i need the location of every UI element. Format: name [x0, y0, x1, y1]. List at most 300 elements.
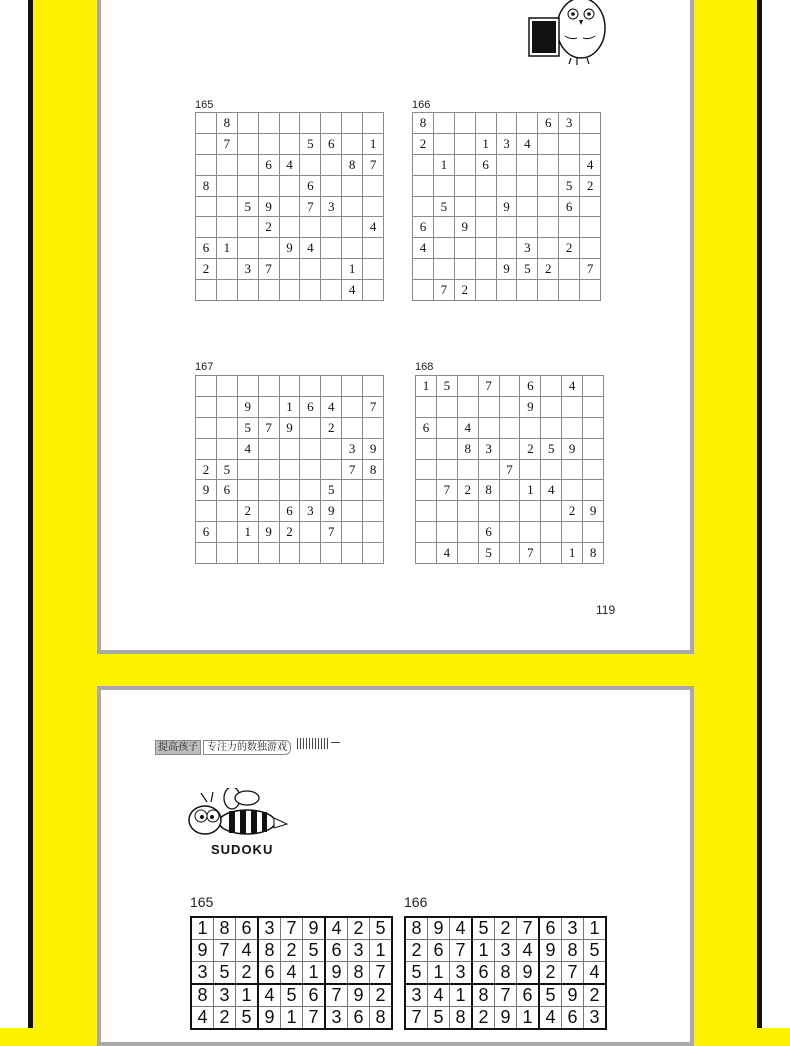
grid-row [413, 175, 601, 196]
grid-cell: 2 [370, 984, 393, 1007]
grid-cell: 6 [216, 480, 237, 501]
grid-cell [496, 154, 517, 175]
grid-cell [342, 196, 363, 217]
grid-cell [541, 376, 562, 397]
grid-cell: 2 [538, 259, 559, 280]
grid-cell: 7 [216, 133, 237, 154]
grid-cell: 9 [321, 501, 342, 522]
grid-cell [538, 154, 559, 175]
puzzle-label-167: 167 [195, 361, 214, 373]
grid-cell: 4 [321, 396, 342, 417]
grid-cell [583, 396, 604, 417]
grid-cell [416, 501, 437, 522]
grid-cell: 1 [475, 133, 496, 154]
grid-row [196, 259, 384, 280]
grid-cell [300, 543, 321, 564]
grid-cell [478, 459, 499, 480]
grid-cell [416, 438, 437, 459]
grid-cell: 9 [303, 917, 326, 940]
grid-cell [321, 438, 342, 459]
grid-cell: 1 [363, 133, 384, 154]
grid-cell [583, 438, 604, 459]
grid-row [196, 543, 384, 564]
puzzle-label-166: 166 [412, 99, 431, 111]
grid-cell: 6 [279, 501, 300, 522]
grid-cell: 7 [214, 940, 236, 962]
puzzle-grid-165 [195, 112, 384, 301]
grid-cell [216, 217, 237, 238]
grid-cell [237, 280, 258, 301]
grid-row [416, 438, 604, 459]
grid-cell: 2 [348, 917, 370, 940]
grid-cell [433, 133, 454, 154]
grid-cell [436, 459, 457, 480]
grid-cell: 9 [363, 438, 384, 459]
grid-cell [413, 175, 434, 196]
grid-row [196, 480, 384, 501]
grid-cell [342, 501, 363, 522]
puzzle-label-165: 165 [195, 99, 214, 111]
grid-cell [416, 543, 437, 564]
grid-cell [342, 480, 363, 501]
grid-cell: 2 [405, 940, 428, 962]
grid-cell [436, 417, 457, 438]
grid-cell [538, 196, 559, 217]
grid-cell [196, 438, 217, 459]
grid-cell: 9 [520, 396, 541, 417]
solution-grid-165 [190, 916, 393, 1030]
grid-cell [363, 175, 384, 196]
grid-cell [216, 259, 237, 280]
grid-cell [300, 417, 321, 438]
grid-cell [279, 543, 300, 564]
grid-cell [454, 154, 475, 175]
grid-cell [237, 154, 258, 175]
grid-cell [279, 113, 300, 134]
grid-cell [517, 217, 538, 238]
grid-row [196, 459, 384, 480]
grid-cell [520, 522, 541, 543]
grid-cell: 6 [562, 1007, 584, 1030]
book-header-tag [155, 738, 291, 753]
grid-cell: 5 [214, 962, 236, 985]
grid-cell [321, 175, 342, 196]
grid-cell: 5 [405, 962, 428, 985]
grid-cell [342, 175, 363, 196]
grid-cell: 8 [363, 459, 384, 480]
grid-cell: 4 [191, 1007, 214, 1030]
grid-cell [258, 175, 279, 196]
grid-cell: 1 [281, 1007, 303, 1030]
grid-cell: 7 [363, 154, 384, 175]
grid-cell [196, 376, 217, 397]
header-pattern-icon [297, 738, 341, 750]
grid-row [196, 417, 384, 438]
grid-cell: 7 [495, 984, 517, 1007]
grid-row [196, 238, 384, 259]
grid-cell: 4 [539, 1007, 562, 1030]
grid-cell [363, 543, 384, 564]
grid-cell [279, 196, 300, 217]
grid-cell [499, 522, 520, 543]
grid-cell: 3 [237, 259, 258, 280]
page-number: 119 [596, 603, 616, 617]
grid-cell [499, 480, 520, 501]
grid-cell: 1 [450, 984, 473, 1007]
grid-cell [541, 417, 562, 438]
grid-cell [279, 175, 300, 196]
grid-cell: 5 [478, 543, 499, 564]
grid-cell: 2 [562, 501, 583, 522]
grid-cell [321, 543, 342, 564]
grid-cell: 2 [495, 917, 517, 940]
grid-cell: 4 [584, 962, 607, 985]
grid-cell [258, 480, 279, 501]
grid-cell [363, 417, 384, 438]
grid-row [416, 376, 604, 397]
grid-cell [433, 113, 454, 134]
grid-cell [562, 459, 583, 480]
grid-cell [478, 396, 499, 417]
grid-cell: 8 [472, 984, 495, 1007]
grid-cell: 8 [214, 917, 236, 940]
grid-cell [433, 238, 454, 259]
grid-cell [342, 543, 363, 564]
grid-cell: 5 [517, 259, 538, 280]
grid-cell [216, 396, 237, 417]
grid-cell [457, 376, 478, 397]
grid-cell: 9 [583, 501, 604, 522]
grid-cell [363, 196, 384, 217]
grid-cell: 1 [562, 543, 583, 564]
grid-cell [279, 217, 300, 238]
grid-cell: 1 [342, 259, 363, 280]
grid-cell [342, 522, 363, 543]
grid-cell [216, 522, 237, 543]
grid-cell [258, 396, 279, 417]
grid-row [196, 376, 384, 397]
grid-cell: 5 [303, 940, 326, 962]
grid-cell: 2 [236, 962, 259, 985]
grid-cell [300, 280, 321, 301]
grid-cell [413, 259, 434, 280]
grid-row [405, 962, 606, 985]
grid-cell: 1 [517, 1007, 540, 1030]
grid-cell: 7 [517, 917, 540, 940]
grid-cell: 4 [237, 438, 258, 459]
grid-row [416, 543, 604, 564]
grid-row [413, 113, 601, 134]
grid-cell [321, 376, 342, 397]
grid-cell [342, 113, 363, 134]
grid-cell [300, 259, 321, 280]
grid-row [196, 438, 384, 459]
grid-cell [321, 217, 342, 238]
owl-illustration [521, 0, 611, 70]
grid-cell [580, 280, 601, 301]
grid-row [405, 984, 606, 1007]
grid-row [196, 396, 384, 417]
grid-cell: 2 [539, 962, 562, 985]
grid-cell: 1 [472, 940, 495, 962]
grid-cell [321, 459, 342, 480]
grid-cell: 1 [279, 396, 300, 417]
grid-cell: 3 [258, 917, 281, 940]
grid-cell: 2 [321, 417, 342, 438]
grid-cell: 4 [428, 984, 450, 1007]
grid-cell: 7 [433, 280, 454, 301]
grid-cell [216, 280, 237, 301]
grid-cell [559, 154, 580, 175]
grid-cell: 6 [196, 522, 217, 543]
grid-cell [496, 113, 517, 134]
grid-cell [475, 175, 496, 196]
grid-cell [499, 543, 520, 564]
grid-cell: 2 [279, 522, 300, 543]
grid-cell: 6 [475, 154, 496, 175]
grid-cell: 7 [300, 196, 321, 217]
grid-cell [583, 480, 604, 501]
grid-row [191, 984, 392, 1007]
grid-cell [457, 522, 478, 543]
grid-row [416, 480, 604, 501]
grid-cell: 9 [562, 984, 584, 1007]
grid-row [196, 175, 384, 196]
grid-cell [279, 280, 300, 301]
grid-cell: 3 [214, 984, 236, 1007]
grid-cell [580, 133, 601, 154]
grid-cell [478, 501, 499, 522]
grid-cell: 6 [517, 984, 540, 1007]
grid-cell [583, 376, 604, 397]
grid-cell: 2 [580, 175, 601, 196]
grid-cell [258, 113, 279, 134]
grid-cell [300, 154, 321, 175]
grid-cell: 6 [258, 962, 281, 985]
grid-cell: 5 [216, 459, 237, 480]
grid-cell: 3 [348, 940, 370, 962]
grid-cell [196, 154, 217, 175]
grid-cell: 8 [478, 480, 499, 501]
grid-cell [300, 438, 321, 459]
grid-cell [538, 175, 559, 196]
grid-cell: 6 [258, 154, 279, 175]
grid-cell [499, 376, 520, 397]
grid-cell [237, 459, 258, 480]
grid-row [413, 280, 601, 301]
grid-cell [454, 175, 475, 196]
grid-cell: 2 [413, 133, 434, 154]
grid-cell [436, 438, 457, 459]
grid-cell [237, 217, 258, 238]
grid-cell [580, 196, 601, 217]
grid-cell: 9 [496, 196, 517, 217]
grid-cell [196, 113, 217, 134]
grid-cell: 3 [562, 917, 584, 940]
grid-cell: 2 [237, 501, 258, 522]
grid-cell: 9 [258, 196, 279, 217]
grid-cell: 9 [496, 259, 517, 280]
grid-cell: 7 [321, 522, 342, 543]
grid-cell: 8 [370, 1007, 393, 1030]
grid-cell [559, 280, 580, 301]
grid-cell [258, 376, 279, 397]
grid-cell: 4 [517, 133, 538, 154]
grid-cell: 4 [279, 154, 300, 175]
grid-cell: 5 [428, 1007, 450, 1030]
grid-cell [216, 501, 237, 522]
grid-cell [475, 217, 496, 238]
grid-cell [416, 459, 437, 480]
grid-cell: 5 [300, 133, 321, 154]
grid-cell [499, 438, 520, 459]
grid-cell [279, 376, 300, 397]
grid-row [196, 280, 384, 301]
grid-cell: 1 [237, 522, 258, 543]
grid-cell: 7 [258, 417, 279, 438]
grid-cell: 4 [562, 376, 583, 397]
grid-cell [454, 196, 475, 217]
grid-row [405, 940, 606, 962]
grid-cell: 7 [363, 396, 384, 417]
grid-cell [237, 480, 258, 501]
grid-cell: 5 [559, 175, 580, 196]
grid-cell [457, 459, 478, 480]
grid-cell: 7 [436, 480, 457, 501]
grid-cell: 5 [237, 417, 258, 438]
grid-cell: 5 [281, 984, 303, 1007]
grid-cell: 6 [472, 962, 495, 985]
grid-cell [196, 196, 217, 217]
grid-cell [416, 522, 437, 543]
grid-cell [436, 396, 457, 417]
grid-cell: 5 [433, 196, 454, 217]
grid-cell [541, 522, 562, 543]
grid-cell [454, 238, 475, 259]
grid-row [191, 940, 392, 962]
sudoku-logo-text: SUDOKU [211, 842, 274, 857]
grid-cell: 7 [258, 259, 279, 280]
grid-cell [196, 396, 217, 417]
grid-cell [363, 280, 384, 301]
grid-cell [342, 238, 363, 259]
grid-cell [258, 501, 279, 522]
grid-row [196, 154, 384, 175]
grid-cell [321, 113, 342, 134]
grid-cell [321, 238, 342, 259]
grid-cell [237, 175, 258, 196]
grid-row [405, 1007, 606, 1030]
grid-cell [496, 280, 517, 301]
grid-cell: 5 [541, 438, 562, 459]
grid-cell: 4 [413, 238, 434, 259]
grid-cell: 9 [495, 1007, 517, 1030]
grid-cell: 8 [191, 984, 214, 1007]
grid-cell [457, 543, 478, 564]
grid-cell [196, 501, 217, 522]
grid-cell [216, 417, 237, 438]
grid-cell: 5 [370, 917, 393, 940]
grid-cell [454, 113, 475, 134]
grid-cell: 9 [196, 480, 217, 501]
grid-cell: 6 [538, 113, 559, 134]
grid-cell: 2 [584, 984, 607, 1007]
grid-cell [499, 417, 520, 438]
grid-cell [300, 480, 321, 501]
grid-row [196, 522, 384, 543]
left-white-stripe [0, 0, 28, 1028]
grid-cell: 6 [303, 984, 326, 1007]
grid-row [405, 917, 606, 940]
grid-cell: 8 [196, 175, 217, 196]
grid-cell [363, 259, 384, 280]
grid-cell [279, 438, 300, 459]
grid-cell: 3 [450, 962, 473, 985]
grid-cell: 5 [436, 376, 457, 397]
answers-page [97, 686, 694, 1046]
grid-cell: 4 [517, 940, 540, 962]
grid-cell: 1 [191, 917, 214, 940]
grid-cell [196, 217, 217, 238]
grid-cell: 7 [450, 940, 473, 962]
left-black-stripe [28, 0, 33, 1028]
grid-cell: 2 [457, 480, 478, 501]
grid-cell [436, 501, 457, 522]
grid-cell [216, 438, 237, 459]
grid-row [196, 133, 384, 154]
grid-cell [475, 113, 496, 134]
grid-cell [454, 133, 475, 154]
grid-cell [433, 175, 454, 196]
grid-cell [583, 522, 604, 543]
grid-cell [416, 480, 437, 501]
grid-cell [342, 376, 363, 397]
grid-cell [562, 417, 583, 438]
grid-cell: 4 [450, 917, 473, 940]
puzzle-grid-166 [412, 112, 601, 301]
grid-cell: 5 [472, 917, 495, 940]
grid-cell [520, 417, 541, 438]
grid-cell [279, 480, 300, 501]
grid-cell [216, 196, 237, 217]
grid-cell: 6 [300, 175, 321, 196]
grid-row [416, 396, 604, 417]
grid-cell: 8 [495, 962, 517, 985]
grid-cell [541, 396, 562, 417]
grid-cell [258, 133, 279, 154]
grid-cell [562, 480, 583, 501]
grid-cell [457, 396, 478, 417]
grid-cell [342, 417, 363, 438]
grid-cell: 8 [583, 543, 604, 564]
grid-cell [342, 396, 363, 417]
grid-cell: 9 [539, 940, 562, 962]
grid-cell [321, 154, 342, 175]
grid-cell [216, 543, 237, 564]
grid-row [413, 133, 601, 154]
grid-cell: 9 [237, 396, 258, 417]
grid-cell: 2 [472, 1007, 495, 1030]
grid-cell [363, 480, 384, 501]
grid-cell: 4 [580, 154, 601, 175]
grid-cell: 4 [457, 417, 478, 438]
grid-cell [196, 417, 217, 438]
grid-cell [363, 522, 384, 543]
grid-cell: 3 [517, 238, 538, 259]
grid-cell [196, 543, 217, 564]
grid-cell [541, 543, 562, 564]
grid-cell: 1 [520, 480, 541, 501]
